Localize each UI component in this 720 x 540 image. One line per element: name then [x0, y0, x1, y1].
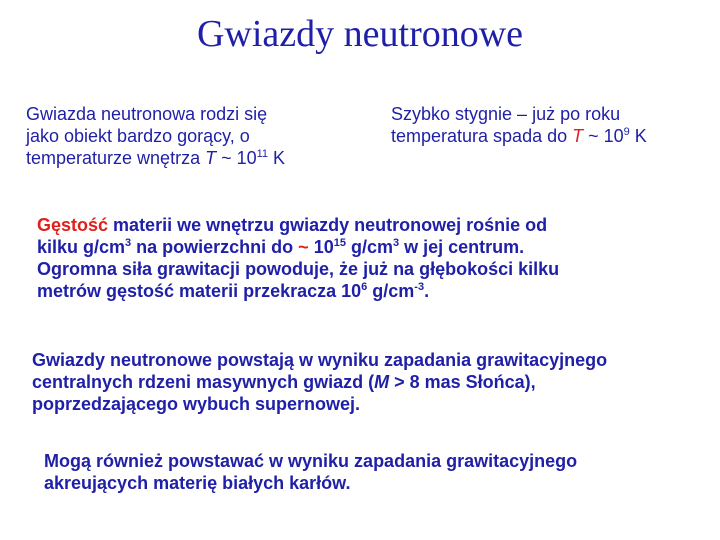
temperature-symbol: T	[205, 148, 217, 168]
line-text: > 8 mas Słońca),	[389, 372, 536, 392]
cooling-paragraph	[391, 103, 647, 147]
exponent: 3	[392, 237, 400, 249]
paragraph-line	[37, 214, 559, 236]
mass-symbol: M	[374, 372, 390, 392]
exponent: 6	[361, 281, 368, 293]
line-text: materii we wnętrzu gwiazdy neutronowej rośnie od	[108, 215, 548, 235]
unit: K	[629, 126, 647, 146]
paragraph-line: akreujących materię białych karłów.	[44, 473, 351, 493]
paragraph-line	[32, 371, 607, 393]
paragraph-line: jako obiekt bardzo gorący, o	[26, 126, 250, 146]
line-text: kilku g/cm	[37, 237, 126, 257]
line-text: .	[424, 281, 430, 301]
line-text: centralnych rdzeni masywnych gwiazd (	[32, 372, 375, 392]
line-text: metrów gęstość materii przekracza 10	[37, 281, 362, 301]
neutron-star-birth-paragraph	[26, 103, 285, 169]
unit: K	[268, 148, 286, 168]
exponent: -3	[414, 281, 425, 293]
exponent: 3	[125, 237, 132, 249]
paragraph-line: poprzedzającego wybuch supernowej.	[32, 394, 361, 414]
paragraph-line: Mogą również powstawać w wyniku zapadania grawitacyjnego	[44, 451, 578, 471]
approx-value: ~ 10	[583, 126, 624, 146]
exponent: 11	[256, 148, 269, 160]
density-paragraph	[37, 214, 559, 302]
line-text: temperaturze wnętrza	[26, 148, 206, 168]
line-text: 10	[308, 237, 334, 257]
line-text: g/cm	[345, 237, 393, 257]
approx-value: ~ 10	[216, 148, 257, 168]
paragraph-line: Szybko stygnie – już po roku	[391, 104, 621, 124]
white-dwarf-paragraph	[44, 450, 577, 494]
line-text: temperatura spada do	[391, 126, 573, 146]
approx-sign: ~	[298, 237, 309, 257]
paragraph-line: Ogromna siła grawitacji powoduje, że już na głębokości kilku	[37, 259, 560, 279]
line-text: na powierzchni do	[131, 237, 299, 257]
formation-paragraph	[32, 349, 607, 415]
line-text: w jej centrum.	[399, 237, 525, 257]
exponent: 9	[623, 126, 630, 138]
paragraph-line	[37, 280, 559, 302]
paragraph-line: Gwiazdy neutronowe powstają w wyniku zapadania grawitacyjnego	[32, 350, 608, 370]
temperature-symbol: T	[572, 126, 584, 146]
line-text: g/cm	[367, 281, 415, 301]
exponent: 15	[333, 237, 346, 249]
paragraph-line	[391, 125, 647, 147]
paragraph-line: Gwiazda neutronowa rodzi się	[26, 104, 268, 124]
paragraph-line	[26, 147, 285, 169]
density-word: Gęstość	[37, 215, 109, 235]
paragraph-line	[37, 236, 559, 258]
slide-title: Gwiazdy neutronowe	[196, 13, 524, 55]
